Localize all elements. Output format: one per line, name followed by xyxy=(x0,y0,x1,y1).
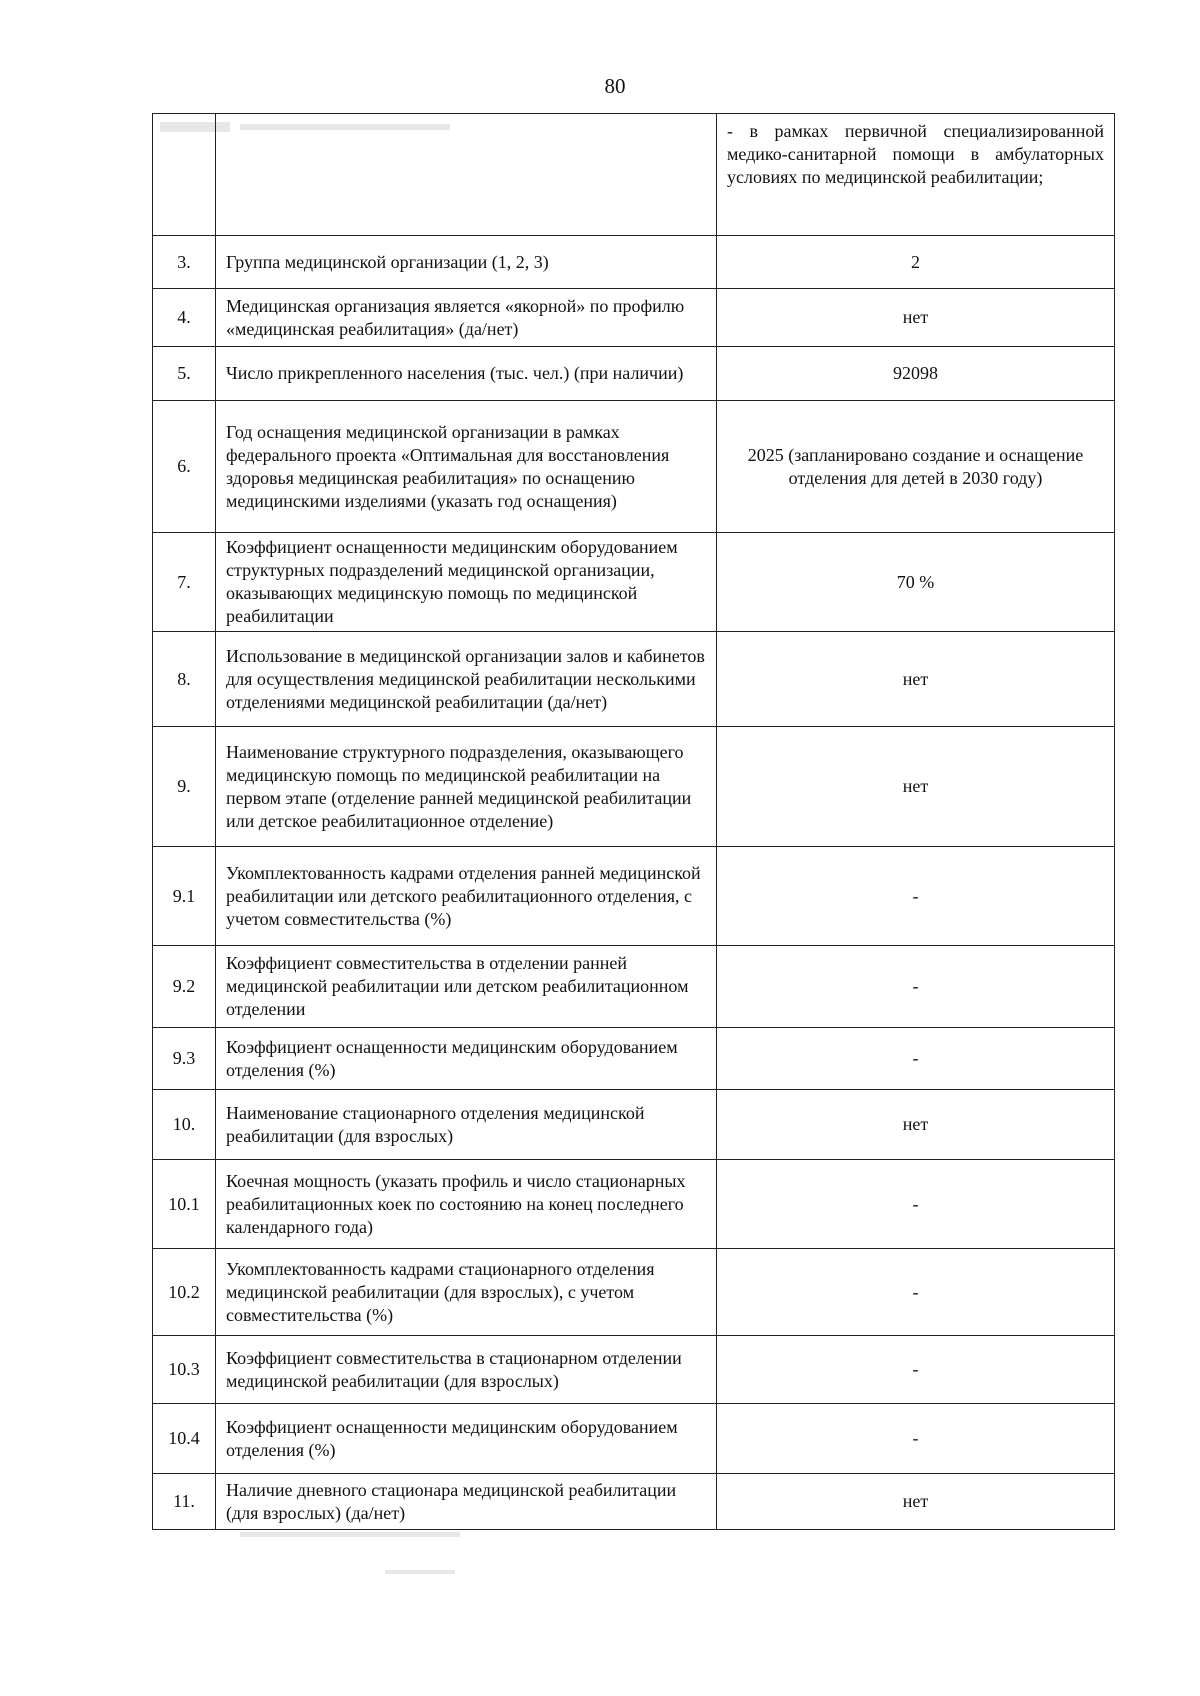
row-parameter: Группа медицинской организации (1, 2, 3) xyxy=(216,236,717,289)
row-value: - xyxy=(717,1404,1115,1474)
row-number: 9.1 xyxy=(153,847,216,946)
data-table xyxy=(152,113,1115,1530)
row-number: 5. xyxy=(153,347,216,401)
page-number: 80 xyxy=(604,74,626,98)
row-number: 3. xyxy=(153,236,216,289)
row-parameter: Коэффициент совместительства в отделении ранней медицинской реабилитации или детском реабилитационном отделении xyxy=(216,946,717,1028)
row-number: 10. xyxy=(153,1090,216,1160)
table-row xyxy=(153,1249,1115,1336)
table-row xyxy=(153,1160,1115,1249)
row-value: 92098 xyxy=(717,347,1115,401)
row-parameter xyxy=(216,114,717,236)
table-row xyxy=(153,114,1115,236)
table-row xyxy=(153,236,1115,289)
row-value: 70 % xyxy=(717,533,1115,632)
table-row xyxy=(153,1028,1115,1090)
row-parameter: Число прикрепленного населения (тыс. чел.) (при наличии) xyxy=(216,347,717,401)
row-number xyxy=(153,114,216,236)
table-row xyxy=(153,289,1115,347)
row-parameter: Укомплектованность кадрами стационарного отделения медицинской реабилитации (для взрослых), с учетом совместительства (%) xyxy=(216,1249,717,1336)
table-row xyxy=(153,1090,1115,1160)
table-row xyxy=(153,727,1115,847)
row-value: нет xyxy=(717,632,1115,727)
scan-noise xyxy=(240,1532,460,1537)
row-value: нет xyxy=(717,727,1115,847)
row-number: 8. xyxy=(153,632,216,727)
row-value: 2 xyxy=(717,236,1115,289)
row-parameter: Укомплектованность кадрами отделения ранней медицинской реабилитации или детского реабилитационного отделения, с учетом совместительства (%) xyxy=(216,847,717,946)
row-value: - xyxy=(717,1028,1115,1090)
row-parameter: Использование в медицинской организации залов и кабинетов для осуществления медицинской реабилитации несколькими отделениями медицинской реабилитации (да/нет) xyxy=(216,632,717,727)
row-value: нет xyxy=(717,1474,1115,1530)
table-row xyxy=(153,632,1115,727)
row-number: 9.2 xyxy=(153,946,216,1028)
row-parameter: Наименование структурного подразделения, оказывающего медицинскую помощь по медицинской реабилитации на первом этапе (отделение ранней медицинской реабилитации или детское реабилитационное отделение) xyxy=(216,727,717,847)
row-value: нет xyxy=(717,289,1115,347)
table-row xyxy=(153,401,1115,533)
table-row xyxy=(153,946,1115,1028)
row-value: - xyxy=(717,847,1115,946)
row-value: - в рамках первичной специализированной медико-санитарной помощи в амбулаторных условиях по медицинской реабилитации; xyxy=(717,114,1115,236)
table-row xyxy=(153,347,1115,401)
row-number: 10.3 xyxy=(153,1336,216,1404)
row-number: 7. xyxy=(153,533,216,632)
row-parameter: Год оснащения медицинской организации в рамках федерального проекта «Оптимальная для восстановления здоровья медицинская реабилитация» по оснащению медицинскими изделиями (указать год оснащения) xyxy=(216,401,717,533)
row-parameter: Коэффициент совместительства в стационарном отделении медицинской реабилитации (для взрослых) xyxy=(216,1336,717,1404)
row-parameter: Коэффициент оснащенности медицинским оборудованием отделения (%) xyxy=(216,1028,717,1090)
row-parameter: Коэффициент оснащенности медицинским оборудованием отделения (%) xyxy=(216,1404,717,1474)
row-parameter: Медицинская организация является «якорной» по профилю «медицинская реабилитация» (да/нет) xyxy=(216,289,717,347)
row-parameter: Коэффициент оснащенности медицинским оборудованием структурных подразделений медицинской организации, оказывающих медицинскую помощь по медицинской реабилитации xyxy=(216,533,717,632)
row-value: нет xyxy=(717,1090,1115,1160)
row-number: 4. xyxy=(153,289,216,347)
table-row xyxy=(153,847,1115,946)
scan-noise xyxy=(385,1570,455,1574)
row-number: 11. xyxy=(153,1474,216,1530)
row-parameter: Наличие дневного стационара медицинской реабилитации (для взрослых) (да/нет) xyxy=(216,1474,717,1530)
row-number: 10.4 xyxy=(153,1404,216,1474)
row-value: - xyxy=(717,1336,1115,1404)
row-parameter: Коечная мощность (указать профиль и число стационарных реабилитационных коек по состоянию на конец последнего календарного года) xyxy=(216,1160,717,1249)
table-row xyxy=(153,1336,1115,1404)
row-value: - xyxy=(717,1160,1115,1249)
row-number: 10.1 xyxy=(153,1160,216,1249)
row-parameter: Наименование стационарного отделения медицинской реабилитации (для взрослых) xyxy=(216,1090,717,1160)
table-row xyxy=(153,533,1115,632)
row-value: - xyxy=(717,1249,1115,1336)
row-number: 9. xyxy=(153,727,216,847)
row-number: 6. xyxy=(153,401,216,533)
row-number: 9.3 xyxy=(153,1028,216,1090)
row-value: 2025 (запланировано создание и оснащение отделения для детей в 2030 году) xyxy=(717,401,1115,533)
table-row xyxy=(153,1404,1115,1474)
row-value: - xyxy=(717,946,1115,1028)
table-row xyxy=(153,1474,1115,1530)
row-number: 10.2 xyxy=(153,1249,216,1336)
